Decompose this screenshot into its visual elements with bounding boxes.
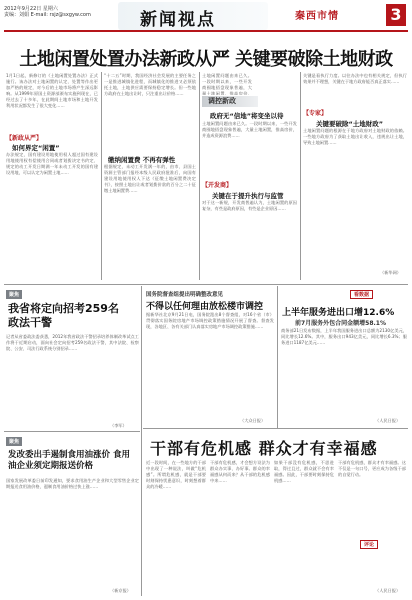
right-subtitle: 前7月服务外包合同金额增58.1% [295, 320, 386, 327]
section-rule [4, 284, 408, 285]
divider [199, 72, 200, 280]
lead-col3-banner: 调控新政 [202, 96, 258, 107]
lead-col1-sub2: 如何界定“闲置” [12, 144, 60, 152]
mid-source: （大众日报） [240, 418, 266, 423]
lead-col2-sub: 缴纳闲置费 不再有弹性 [108, 156, 176, 164]
lead-col1-text2: 办法规定，国有建设用地使用权人超过国有建设用地使用权有偿使用合同或者划拨决定书约定、规定的动工开发日期满一年未动工开发的国有建设用地，可以认定为闲置土地…… [6, 152, 98, 175]
mid-kicker: 国务院督查组提出明确整改意见 [146, 292, 224, 298]
mid-text: 据新华社北京9月21日电，国务院派出8个督查组，对16个省（市）贯彻落实国务院房地产市场调控政策措施情况开展了督查。督查发现，各地区、各有关部门认真落实房地产市场调控政策措施…… [146, 312, 274, 329]
header-rule [4, 30, 408, 32]
lead-col3-text: 土地闲置问题由来已久。一段时期以来，一些开发商囤地捂盘现象普遍，大量土地闲置，推高房价，并造成资源浪费…… [202, 121, 297, 138]
right-tag: 看数据 [350, 290, 373, 299]
feature-col2: 干部有危机感，才会想方设法为群众办实事、办好事。群众的幸福感从何而来？从干部的危机感中来…… [210, 460, 270, 483]
section-title: 新闻视点 [140, 10, 216, 30]
left-block-source: （李军） [110, 423, 127, 428]
paper-name: 秦西市情 [295, 11, 339, 22]
right-text: 商务部21日发布数据，上半年我国服务进出口总额为2130亿美元，同比增长12.6%。其中，服务出口943亿美元，同比增长6.3%；服务进口1187亿美元…… [281, 328, 407, 345]
lead-col4-text2: 土地闲置问题的根源在于地方政府对土地财政的依赖。一些地方政府为了获取土地出让收入，违规出让土地，导致土地闲置…… [303, 128, 407, 145]
lead-headline: 土地闲置处置办法新政从严 关键要破除土地财政 [19, 49, 393, 70]
divider [141, 286, 142, 596]
lead-col3-sub: 政府无“信地”将变坐以待 [210, 112, 284, 120]
feature-right-tag: 评论 [360, 540, 378, 549]
lead-col3-sub2: 【开发商】 [202, 182, 233, 189]
feature-col1: 近一段时间，在一些地方的干部中出现了一种说法，叫做“危机感”。所谓危机感，就是干部要时刻保持忧患意识，时刻想着群众的冷暖…… [146, 460, 206, 489]
lead-col2-text: “十二五”时期，我国经济社会发展的主要任务之一是推进城镇化进程，而城镇化的推进又必须依托土地，土地供应需要保持稳定增长。但一些地方政府在土地出让时，只注重出让价格…… [104, 73, 196, 96]
left-block2-title: 发改委出手遏制食用油涨价 食用油企业须定期报送价格 [8, 450, 130, 471]
lead-col4-source: （新华网） [380, 270, 401, 275]
feature-col3: 如果干部没有危机感，不思进取，得过且过，群众就不会有幸福感。因此，干部要时刻保持危机感…… [274, 460, 334, 483]
mid-title: 不得以任何理由放松楼市调控 [146, 302, 264, 312]
left-block2-text: 国家发展改革委日前印发通知，要求食用油生产企业和大型零售企业定期报送食用油价格，遏制食用油价格过快上涨…… [6, 478, 139, 489]
lead-col2-text2: 根据规定，未动工开发满一年的，由市、县国土资源主管部门报经本级人民政府批准后，向国有建设用地使用权人下达《征缴土地闲置费决定书》，按照土地出让或者划拨价款的百分之二十征缴土地闲置费…… [104, 164, 196, 193]
divider [300, 72, 301, 280]
divider [277, 286, 278, 428]
feature-rule [143, 428, 408, 429]
page-number: 3 [386, 4, 406, 26]
lead-col4-sub: 【专家】 [303, 110, 328, 117]
lead-col4-sub2: 关键要破除“土地财政” [316, 120, 384, 128]
divider [101, 72, 102, 280]
lead-col3-sub3: 关键在于提升执行与监管 [212, 192, 284, 200]
lead-col1-sub: 【新政从严】 [6, 135, 43, 142]
lead-col3-text2: 对于这一新规，开发商普遍认为，土地闲置的原因复杂，有些是政府原因，有些是企业原因…… [202, 200, 297, 211]
lead-col3-intro: 土地闲置问题由来已久。一段时期以来，一些开发商囤地捂盘现象普遍，大量土地闲置，推高房价， [202, 73, 252, 95]
feature-source: （人民日报） [375, 588, 401, 593]
right-title: 上半年服务进出口增12.6% [282, 308, 395, 318]
left-block-tag: 聚焦 [6, 290, 22, 299]
left-block2-tag: 聚焦 [6, 437, 22, 446]
meta-line: 责编：刘娟 E-mail: rsjz@sxgyw.com [4, 12, 91, 18]
left-block2-source: （新京报） [110, 588, 131, 593]
lead-col4-text: 关键是看执行力度。以往办法中也有相关规定，但执行效果并不理想，关键在于地方政府能否真正落实…… [303, 73, 407, 84]
lead-col1-text: 1月1日起，新修订的《土地闲置处置办法》正式施行。该办法对土地闲置的认定、处置等作出更加严格的规定，对今后的土地市场将产生深远影响。从1999年原国土资源部颁布实施到现在，已经过去了十多年，在此期间土地市场和土地开发利用状况都发生了很大变化…… [6, 73, 98, 108]
feature-title: 干部有危机感 群众才有幸福感 [150, 439, 378, 458]
date-line: 2012年9月22日 星期六 [4, 6, 58, 12]
left-block-text: 记者从省委政法委获悉，2012年我省政法干警招录培养体制改革试点工作将于近期启动，面向社会定向招考259名政法干警，其中法院、检察院、公安、司法行政系统分别招录…… [6, 334, 139, 351]
left-block-title: 我省将定向招考259名政法干警 [8, 302, 119, 329]
left-rule [4, 431, 140, 432]
right-source: （人民日报） [375, 418, 401, 423]
feature-col4: 干部有危机感，群众才有幸福感。这不仅是一句口号，更应成为各级干部的自觉行动。 [338, 460, 406, 477]
